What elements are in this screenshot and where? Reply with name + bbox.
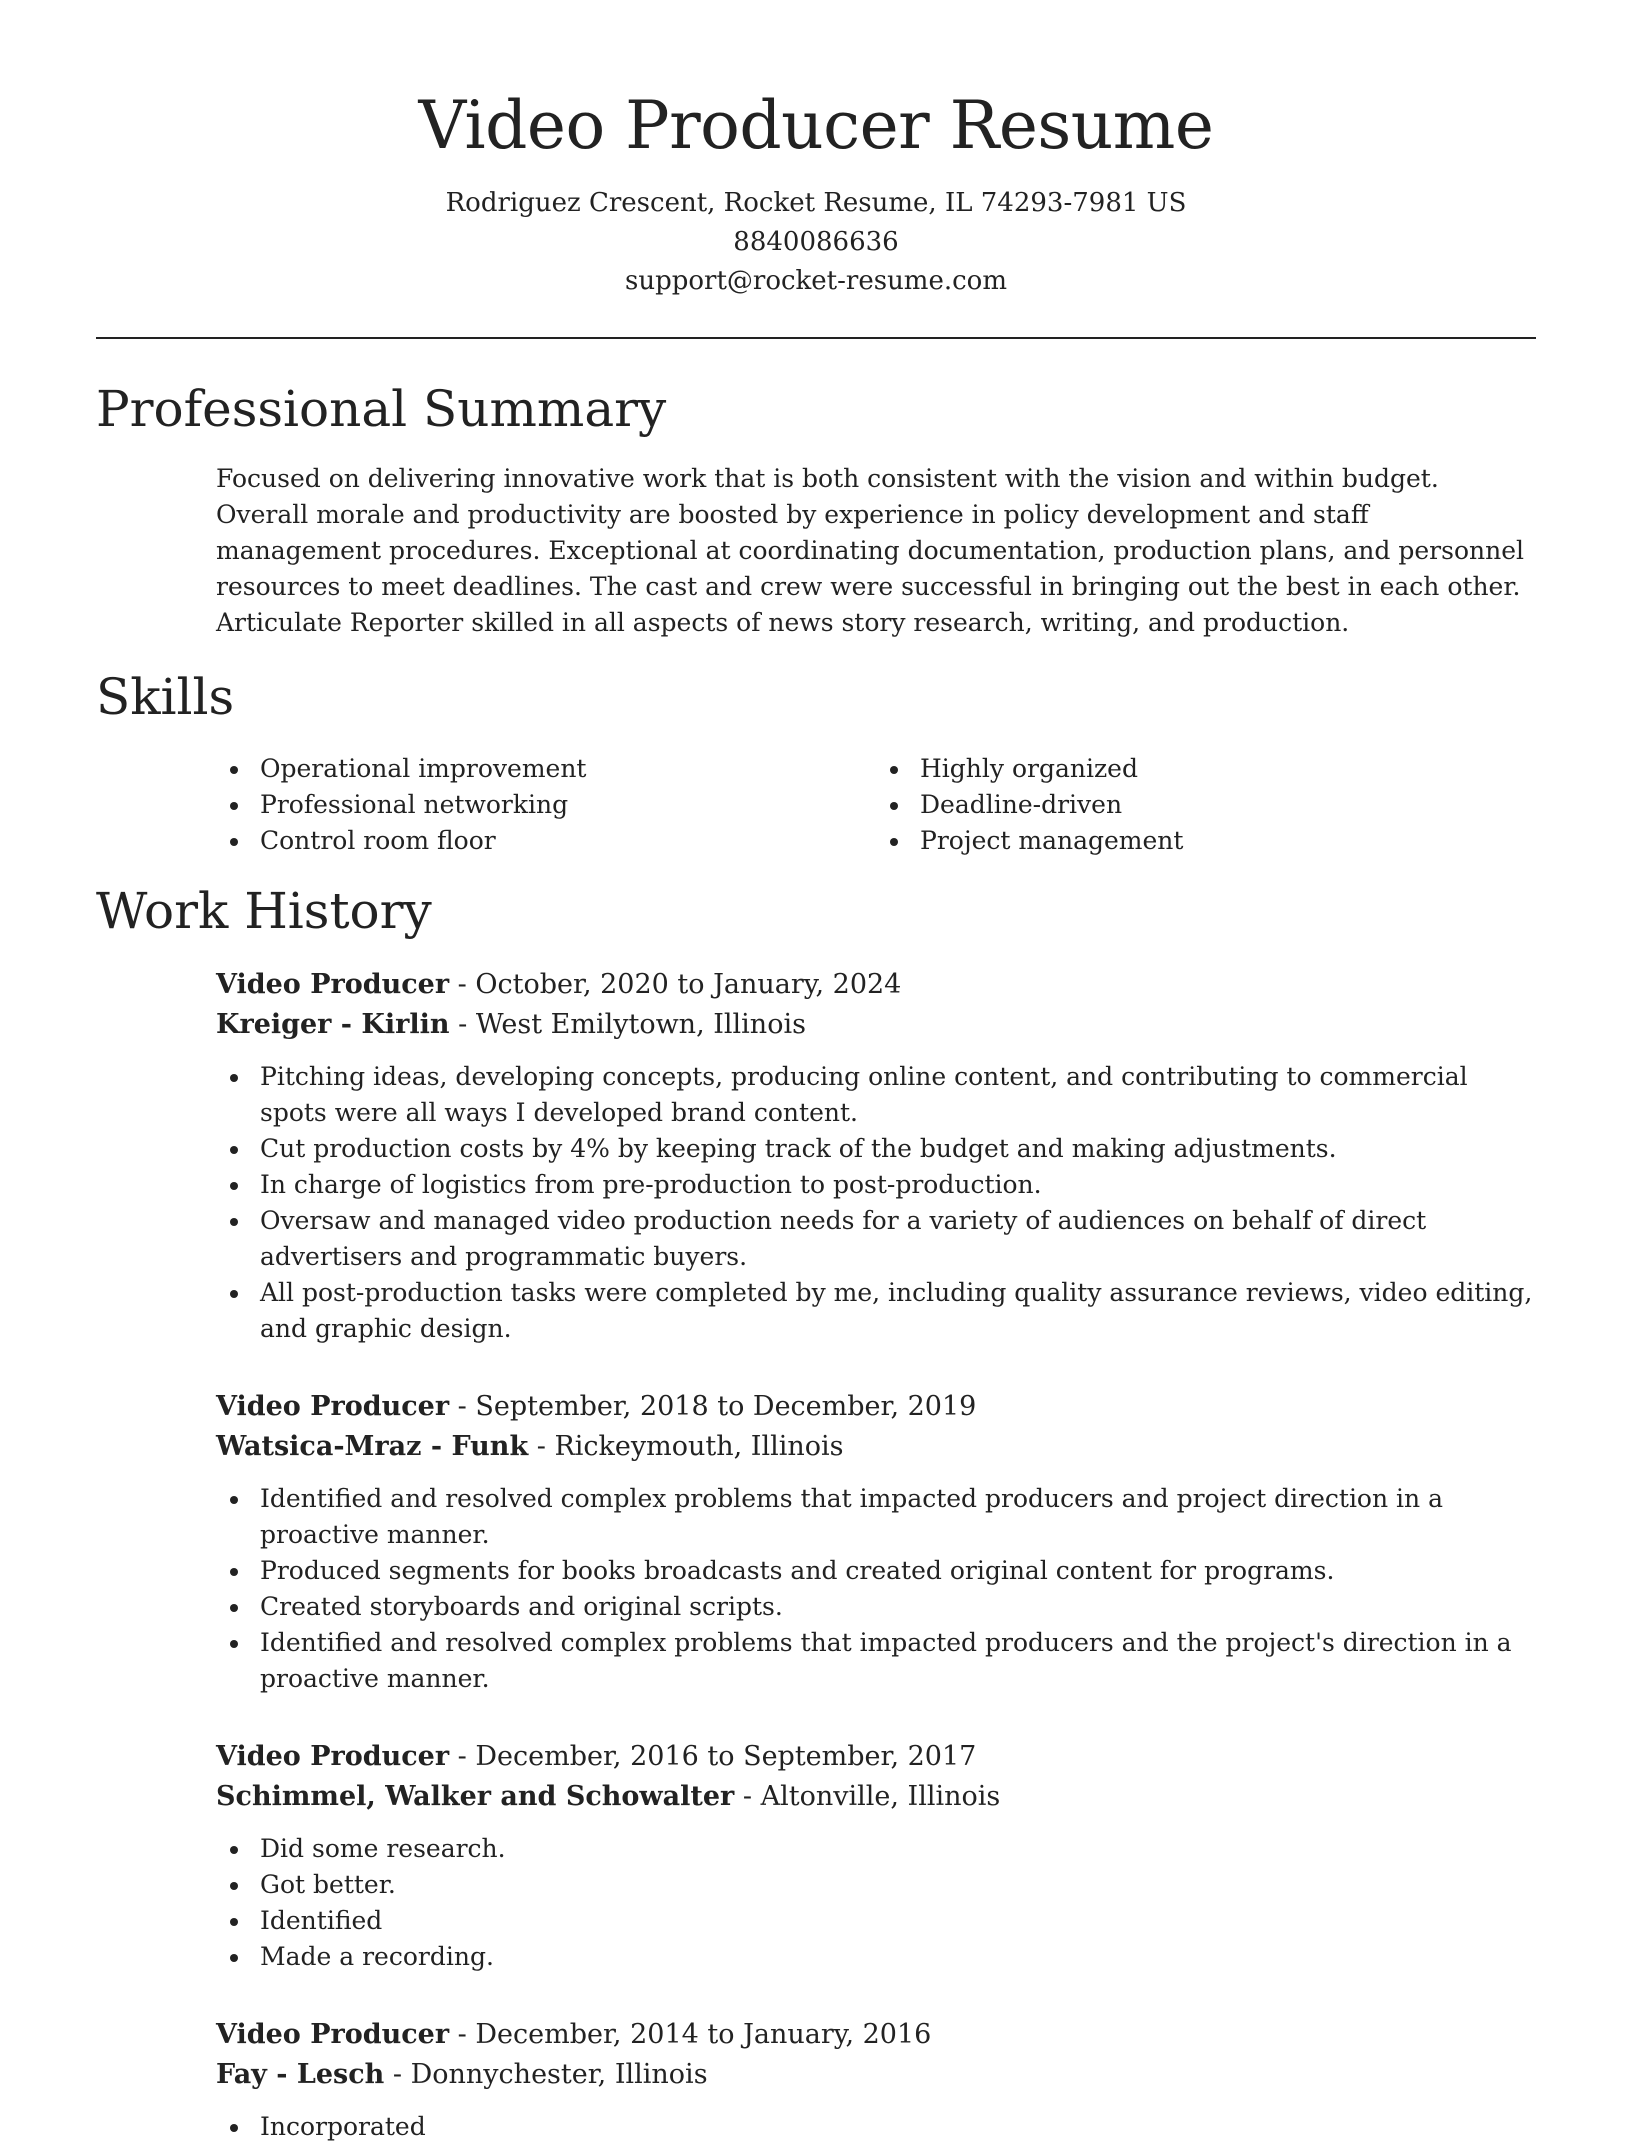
job-title: Video Producer [216, 2019, 450, 2050]
job-bullets [216, 1831, 1536, 1975]
job-bullet: In charge of logistics from pre-production to post-production. [260, 1167, 1536, 1203]
job-bullet: Made a recording. [260, 1939, 1536, 1975]
job-bullet: Identified and resolved complex problems that impacted producers and the project's direction in a proactive manner. [260, 1625, 1536, 1697]
address-text: Rodriguez Crescent, Rocket Resume, IL 74293-7981 US [445, 188, 1187, 218]
skill-item: Professional networking [260, 787, 876, 823]
email-text: support@rocket-resume.com [624, 266, 1007, 296]
job-bullet: Produced segments for books broadcasts and created original content for programs. [260, 1553, 1536, 1589]
separator: - [384, 2059, 411, 2090]
job-bullet: Incorporated [260, 2109, 1536, 2145]
job-bullets [216, 2109, 1536, 2145]
job-entry [216, 1387, 1536, 1697]
job-title-line [216, 1387, 1536, 1427]
job-company-line [216, 1005, 1536, 1045]
job-title-line [216, 2015, 1536, 2055]
job-dates: December, 2014 to January, 2016 [475, 2019, 932, 2050]
job-bullet: Created storyboards and original scripts. [260, 1589, 1536, 1625]
separator: - [449, 1741, 476, 1772]
job-bullets [216, 1059, 1536, 1347]
job-bullet: Identified and resolved complex problems that impacted producers and project direction in a proactive manner. [260, 1481, 1536, 1553]
skills-columns [216, 751, 1536, 859]
separator: - [528, 1431, 555, 1462]
contact-info [96, 184, 1536, 301]
skill-item: Operational improvement [260, 751, 876, 787]
job-location: Donnychester, Illinois [410, 2059, 708, 2090]
header-divider [96, 337, 1536, 339]
skill-item: Deadline-driven [920, 787, 1536, 823]
job-entry [216, 965, 1536, 1347]
job-title: Video Producer [216, 1391, 450, 1422]
work-history-section [96, 881, 1536, 2145]
job-dates: October, 2020 to January, 2024 [475, 969, 902, 1000]
job-title-line [216, 1737, 1536, 1777]
separator: - [449, 969, 476, 1000]
separator: - [449, 2019, 476, 2050]
job-company: Kreiger - Kirlin [216, 1009, 450, 1040]
job-location: Altonville, Illinois [760, 1781, 1001, 1812]
job-bullet: Identified [260, 1903, 1536, 1939]
skills-section [96, 667, 1536, 859]
phone-text: 8840086636 [733, 227, 899, 257]
job-company: Watsica-Mraz - Funk [216, 1431, 529, 1462]
job-title: Video Producer [216, 969, 450, 1000]
separator: - [734, 1781, 761, 1812]
job-bullet: Oversaw and managed video production needs for a variety of audiences on behalf of direct advertisers and programmatic buyers. [260, 1203, 1536, 1275]
job-location: Rickeymouth, Illinois [554, 1431, 844, 1462]
job-company-line [216, 1777, 1536, 1817]
job-bullet: All post-production tasks were completed by me, including quality assurance reviews, video editing, and graphic design. [260, 1275, 1536, 1347]
job-company: Fay - Lesch [216, 2059, 385, 2090]
summary-section [96, 379, 1536, 641]
job-bullet: Pitching ideas, developing concepts, producing online content, and contributing to commercial spots were all ways I developed brand content. [260, 1059, 1536, 1131]
job-company: Schimmel, Walker and Schowalter [216, 1781, 735, 1812]
work-history-heading: Work History [96, 882, 432, 940]
skills-heading: Skills [96, 668, 235, 726]
job-company-line [216, 1427, 1536, 1467]
job-company-line [216, 2055, 1536, 2095]
skill-item: Project management [920, 823, 1536, 859]
job-dates: December, 2016 to September, 2017 [475, 1741, 977, 1772]
job-location: West Emilytown, Illinois [475, 1009, 806, 1040]
resume-header [96, 0, 1536, 301]
job-title: Video Producer [216, 1741, 450, 1772]
job-title-line [216, 965, 1536, 1005]
job-dates: September, 2018 to December, 2019 [475, 1391, 977, 1422]
job-bullets [216, 1481, 1536, 1697]
separator: - [449, 1009, 476, 1040]
job-bullet: Cut production costs by 4% by keeping track of the budget and making adjustments. [260, 1131, 1536, 1167]
skills-list-right [876, 751, 1536, 859]
summary-text: Focused on delivering innovative work that is both consistent with the vision and within budget. Overall morale and productivity are boosted by experience in policy development and staff management procedures. Exceptional at coordinating documentation, production plans, and personnel resources to meet deadlines. The cast and crew were successful in bringing out the best in each other. Articulate Reporter skilled in all aspects of news story research, writing, and production. [216, 464, 1524, 637]
job-entry [216, 1737, 1536, 1975]
summary-heading: Professional Summary [96, 380, 667, 438]
resume-title: Video Producer Resume [418, 87, 1214, 164]
job-bullet: Got better. [260, 1867, 1536, 1903]
skills-list-left [216, 751, 876, 859]
resume-page [96, 0, 1536, 2145]
skill-item: Control room floor [260, 823, 876, 859]
separator: - [449, 1391, 476, 1422]
job-bullet: Did some research. [260, 1831, 1536, 1867]
job-entry [216, 2015, 1536, 2145]
skill-item: Highly organized [920, 751, 1536, 787]
